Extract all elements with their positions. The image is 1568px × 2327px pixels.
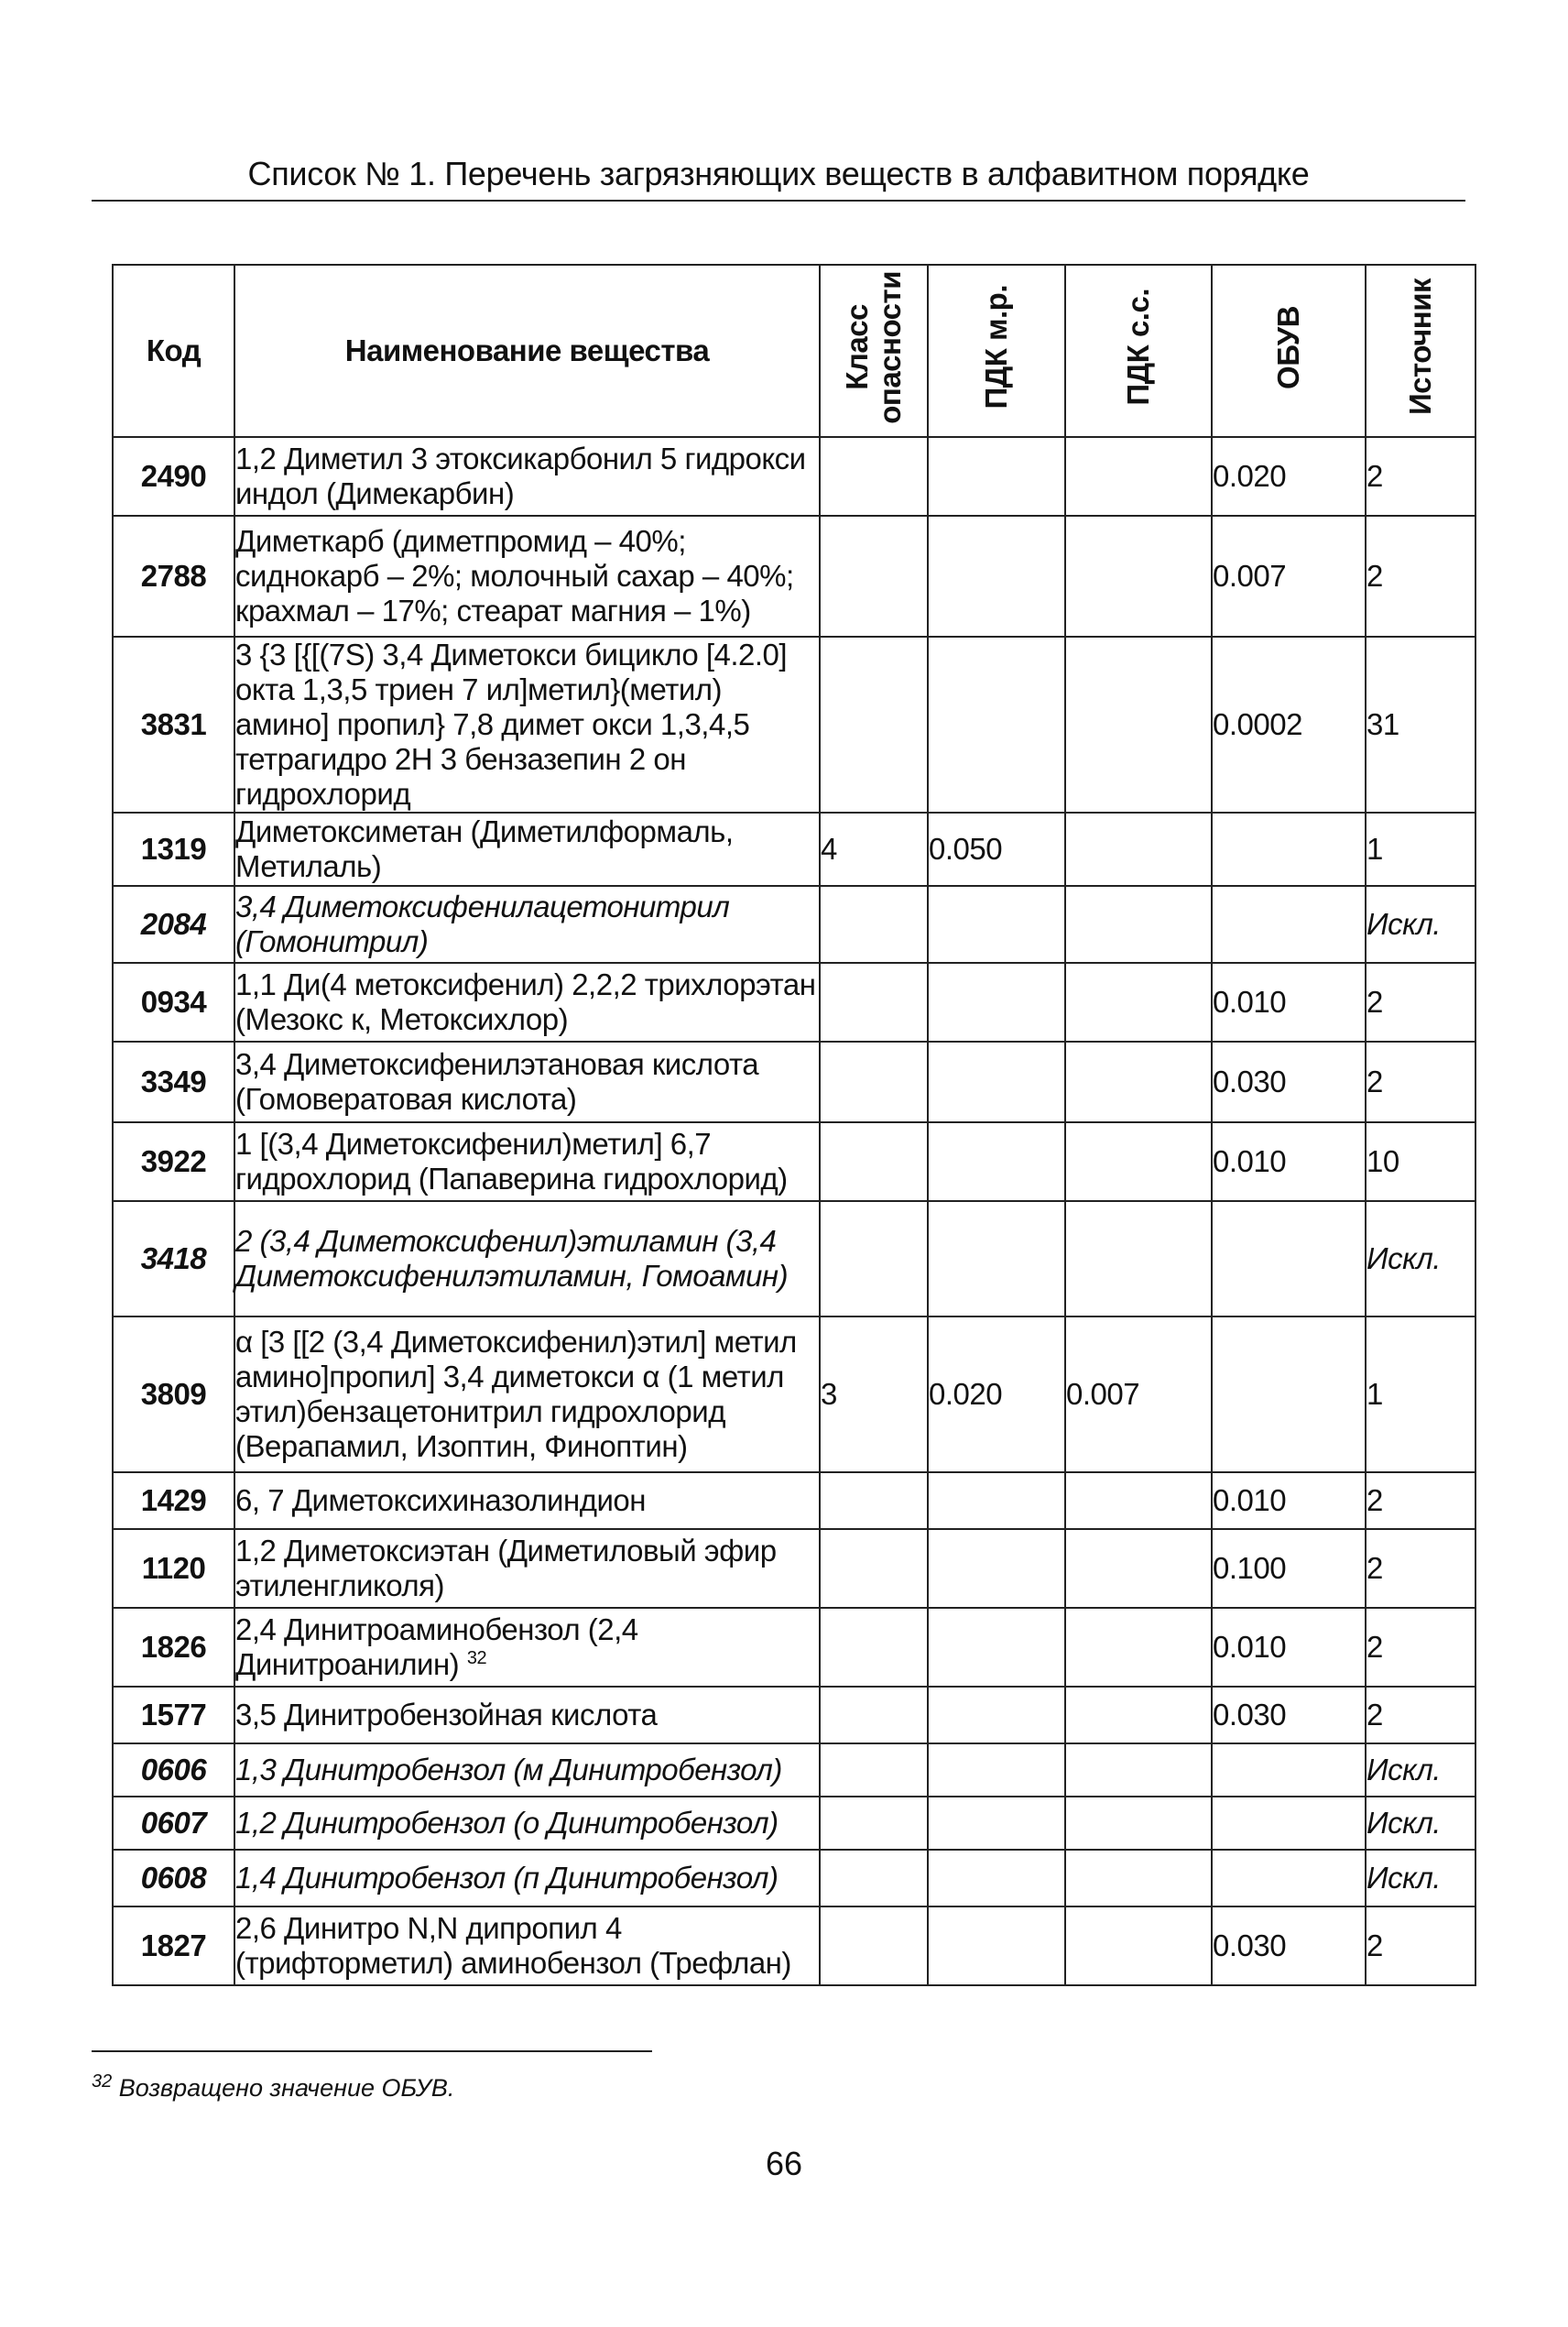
- col-header-name: Наименование вещества: [234, 265, 820, 437]
- cell-code: 2084: [113, 886, 234, 963]
- cell-name: [234, 1316, 820, 1472]
- cell-pdk-ss: [1065, 437, 1212, 516]
- cell-code: 3831: [113, 637, 234, 813]
- cell-pdk-ss: [1065, 1850, 1212, 1906]
- cell-pdk-mr: [928, 886, 1065, 963]
- cell-pdk-mr: 0.050: [928, 813, 1065, 886]
- cell-name: [234, 1608, 820, 1687]
- table-row: [113, 1529, 1475, 1608]
- cell-hazard-class: [820, 516, 928, 637]
- table-row: [113, 1906, 1475, 1985]
- table-row: [113, 1042, 1475, 1122]
- cell-pdk-ss: [1065, 813, 1212, 886]
- cell-obuv: 0.030: [1212, 1906, 1366, 1985]
- cell-obuv: 0.007: [1212, 516, 1366, 637]
- cell-code: 0607: [113, 1797, 234, 1850]
- cell-obuv: 0.010: [1212, 1472, 1366, 1529]
- cell-pdk-mr: [928, 437, 1065, 516]
- cell-pdk-mr: [928, 1743, 1065, 1797]
- cell-obuv: 0.020: [1212, 437, 1366, 516]
- cell-pdk-ss: [1065, 1529, 1212, 1608]
- table-row: [113, 516, 1475, 637]
- cell-pdk-mr: [928, 1608, 1065, 1687]
- substance-name: 1,4 Динитробензол (п Динитробензол): [235, 1861, 779, 1895]
- cell-source: Искл.: [1366, 886, 1475, 963]
- cell-name: [234, 886, 820, 963]
- cell-pdk-ss: [1065, 516, 1212, 637]
- cell-hazard-class: [820, 1608, 928, 1687]
- table-header-row: [113, 265, 1475, 437]
- cell-name: [234, 1122, 820, 1201]
- cell-hazard-class: [820, 963, 928, 1042]
- substance-name: 1 [(3,4 Диметоксифенил)метил] 6,7 гидрохлорид (Папаверина гидрохлорид): [235, 1127, 788, 1196]
- cell-pdk-mr: [928, 1472, 1065, 1529]
- cell-source: 31: [1366, 637, 1475, 813]
- cell-pdk-ss: [1065, 637, 1212, 813]
- cell-source: 2: [1366, 963, 1475, 1042]
- cell-pdk-mr: [928, 963, 1065, 1042]
- substance-name: 6, 7 Диметоксихиназолиндион: [235, 1483, 646, 1517]
- footnote-rule: [92, 2050, 652, 2052]
- cell-source: 2: [1366, 1529, 1475, 1608]
- footnote-ref: 32: [466, 1648, 487, 1668]
- cell-obuv: 0.0002: [1212, 637, 1366, 813]
- cell-obuv: 0.030: [1212, 1042, 1366, 1122]
- cell-name: [234, 1042, 820, 1122]
- substance-name: 1,2 Диметил 3 этоксикарбонил 5 гидрокси индол (Димекарбин): [235, 442, 806, 510]
- table-row: [113, 1743, 1475, 1797]
- cell-source: 2: [1366, 1906, 1475, 1985]
- footnote: [92, 2072, 454, 2103]
- substance-name: 3 {3 [{[(7S) 3,4 Диметокси бицикло [4.2.0] окта 1,3,5 триен 7 ил]метил}(метил) амино] пропил} 7,8 димет окси 1,3,4,5 тетрагидро 2H 3 бензазепин 2 он гидрохлорид: [235, 638, 788, 811]
- cell-name: [234, 1529, 820, 1608]
- cell-code: 1827: [113, 1906, 234, 1985]
- cell-pdk-mr: [928, 1797, 1065, 1850]
- cell-obuv: [1212, 1316, 1366, 1472]
- cell-obuv: [1212, 1201, 1366, 1316]
- cell-obuv: [1212, 1743, 1366, 1797]
- cell-code: 0608: [113, 1850, 234, 1906]
- cell-source: 2: [1366, 1608, 1475, 1687]
- substance-name: 2,4 Динитроаминобензол (2,4 Динитроанилин): [235, 1612, 638, 1681]
- table-row: [113, 1687, 1475, 1743]
- cell-pdk-ss: [1065, 1797, 1212, 1850]
- cell-pdk-ss: [1065, 1472, 1212, 1529]
- cell-pdk-mr: [928, 516, 1065, 637]
- cell-code: 3418: [113, 1201, 234, 1316]
- cell-source: Искл.: [1366, 1743, 1475, 1797]
- table-row: [113, 1850, 1475, 1906]
- cell-obuv: 0.100: [1212, 1529, 1366, 1608]
- cell-name: [234, 813, 820, 886]
- cell-pdk-ss: [1065, 1201, 1212, 1316]
- cell-pdk-mr: [928, 1850, 1065, 1906]
- cell-hazard-class: [820, 1042, 928, 1122]
- cell-name: [234, 1850, 820, 1906]
- table-row: [113, 886, 1475, 963]
- cell-source: 2: [1366, 1472, 1475, 1529]
- cell-name: [234, 516, 820, 637]
- cell-source: Искл.: [1366, 1850, 1475, 1906]
- cell-pdk-ss: [1065, 1906, 1212, 1985]
- cell-pdk-mr: 0.020: [928, 1316, 1065, 1472]
- col-header-pdk-ss: [1065, 265, 1212, 437]
- cell-pdk-mr: [928, 637, 1065, 813]
- cell-source: 10: [1366, 1122, 1475, 1201]
- cell-pdk-ss: [1065, 1687, 1212, 1743]
- substances-table: [112, 264, 1476, 1986]
- cell-hazard-class: [820, 1529, 928, 1608]
- cell-source: 2: [1366, 516, 1475, 637]
- cell-source: 1: [1366, 813, 1475, 886]
- col-header-pdk-ss-label: ПДК с.с.: [1121, 289, 1155, 406]
- table-row: [113, 1122, 1475, 1201]
- substance-name: α [3 [[2 (3,4 Диметоксифенил)этил] метил амино]пропил] 3,4 диметокси α (1 метил этил)бензацетонитрил гидрохлорид (Верапамил, Изоптин, Финоптин): [235, 1325, 797, 1463]
- cell-pdk-ss: [1065, 1042, 1212, 1122]
- cell-hazard-class: [820, 1201, 928, 1316]
- substance-name: 1,2 Диметоксиэтан (Диметиловый эфир этиленгликоля): [235, 1534, 777, 1602]
- page-title: Список № 1. Перечень загрязняющих веществ в алфавитном порядке: [247, 155, 1310, 192]
- col-header-pdk-mr-label: ПДК м.р.: [979, 285, 1013, 410]
- cell-obuv: [1212, 886, 1366, 963]
- table-row: [113, 637, 1475, 813]
- cell-name: [234, 1472, 820, 1529]
- substance-name: 3,5 Динитробензойная кислота: [235, 1698, 658, 1732]
- col-header-source: [1366, 265, 1475, 437]
- cell-source: 2: [1366, 1687, 1475, 1743]
- cell-hazard-class: [820, 1472, 928, 1529]
- cell-obuv: [1212, 1850, 1366, 1906]
- col-header-obuv: [1212, 265, 1366, 437]
- cell-obuv: 0.010: [1212, 1608, 1366, 1687]
- substance-name: Диметоксиметан (Диметилформаль, Метилаль): [235, 814, 734, 883]
- cell-name: [234, 1797, 820, 1850]
- cell-hazard-class: [820, 637, 928, 813]
- cell-pdk-mr: [928, 1906, 1065, 1985]
- cell-obuv: 0.010: [1212, 1122, 1366, 1201]
- cell-code: 1577: [113, 1687, 234, 1743]
- cell-hazard-class: 3: [820, 1316, 928, 1472]
- table-row: [113, 963, 1475, 1042]
- page-number: 66: [765, 2145, 803, 2182]
- table-row: [113, 1608, 1475, 1687]
- table-row: [113, 1797, 1475, 1850]
- cell-code: 1826: [113, 1608, 234, 1687]
- header-rule: [92, 200, 1465, 202]
- cell-pdk-mr: [928, 1687, 1065, 1743]
- table-row: [113, 437, 1475, 516]
- cell-hazard-class: [820, 1797, 928, 1850]
- col-header-source-label: Источник: [1403, 279, 1437, 416]
- substance-name: 1,1 Ди(4 метоксифенил) 2,2,2 трихлорэтан (Мезокс к, Метоксихлор): [235, 967, 816, 1036]
- cell-pdk-ss: [1065, 886, 1212, 963]
- cell-name: [234, 1743, 820, 1797]
- cell-code: 1319: [113, 813, 234, 886]
- cell-pdk-mr: [928, 1122, 1065, 1201]
- col-header-code: Код: [113, 265, 234, 437]
- table-row: [113, 813, 1475, 886]
- footnote-text: Возвращено значение ОБУВ.: [118, 2074, 455, 2102]
- substance-name: 1,2 Динитробензол (о Динитробензол): [235, 1806, 779, 1840]
- cell-code: 3809: [113, 1316, 234, 1472]
- substance-name: 3,4 Диметоксифенилэтановая кислота (Гомовератовая кислота): [235, 1047, 759, 1116]
- cell-code: 3349: [113, 1042, 234, 1122]
- cell-pdk-ss: [1065, 1743, 1212, 1797]
- footnote-mark: 32: [92, 2071, 113, 2092]
- cell-pdk-mr: [928, 1201, 1065, 1316]
- substance-name: 1,3 Динитробензол (м Динитробензол): [235, 1753, 782, 1786]
- cell-hazard-class: [820, 437, 928, 516]
- cell-hazard-class: [820, 886, 928, 963]
- substance-name: 2,6 Динитро N,N дипропил 4 (трифторметил) аминобензол (Трефлан): [235, 1911, 791, 1980]
- cell-code: 1429: [113, 1472, 234, 1529]
- table-row: [113, 1316, 1475, 1472]
- cell-source: Искл.: [1366, 1797, 1475, 1850]
- cell-name: [234, 963, 820, 1042]
- cell-hazard-class: [820, 1850, 928, 1906]
- cell-source: 2: [1366, 437, 1475, 516]
- cell-name: [234, 1201, 820, 1316]
- cell-code: 0934: [113, 963, 234, 1042]
- cell-hazard-class: 4: [820, 813, 928, 886]
- cell-pdk-ss: 0.007: [1065, 1316, 1212, 1472]
- substance-name: 3,4 Диметоксифенилацетонитрил (Гомонитрил): [235, 890, 730, 958]
- cell-name: [234, 1906, 820, 1985]
- col-header-pdk-mr: [928, 265, 1065, 437]
- cell-code: 0606: [113, 1743, 234, 1797]
- cell-pdk-ss: [1065, 963, 1212, 1042]
- cell-code: 2490: [113, 437, 234, 516]
- cell-hazard-class: [820, 1122, 928, 1201]
- cell-pdk-mr: [928, 1042, 1065, 1122]
- cell-code: 2788: [113, 516, 234, 637]
- cell-pdk-ss: [1065, 1608, 1212, 1687]
- cell-name: [234, 1687, 820, 1743]
- cell-source: 1: [1366, 1316, 1475, 1472]
- substance-name: 2 (3,4 Диметоксифенил)этиламин (3,4 Диметоксифенилэтиламин, Гомоамин): [235, 1224, 789, 1293]
- substance-name: Диметкарб (диметпромид – 40%; сиднокарб – 2%; молочный сахар – 40%; крахмал – 17%; стеарат магния – 1%): [235, 524, 794, 628]
- col-header-hazard-class: [820, 265, 928, 437]
- cell-hazard-class: [820, 1906, 928, 1985]
- cell-pdk-mr: [928, 1529, 1065, 1608]
- col-header-obuv-label: ОБУВ: [1271, 305, 1305, 389]
- cell-source: 2: [1366, 1042, 1475, 1122]
- cell-obuv: [1212, 813, 1366, 886]
- cell-pdk-ss: [1065, 1122, 1212, 1201]
- col-header-hazard-class-label: Класс опасности: [840, 270, 907, 424]
- cell-obuv: 0.030: [1212, 1687, 1366, 1743]
- table-row: [113, 1201, 1475, 1316]
- cell-name: [234, 637, 820, 813]
- cell-name: [234, 437, 820, 516]
- table-row: [113, 1472, 1475, 1529]
- cell-code: 3922: [113, 1122, 234, 1201]
- cell-code: 1120: [113, 1529, 234, 1608]
- cell-hazard-class: [820, 1687, 928, 1743]
- cell-hazard-class: [820, 1743, 928, 1797]
- cell-source: Искл.: [1366, 1201, 1475, 1316]
- cell-obuv: [1212, 1797, 1366, 1850]
- cell-obuv: 0.010: [1212, 963, 1366, 1042]
